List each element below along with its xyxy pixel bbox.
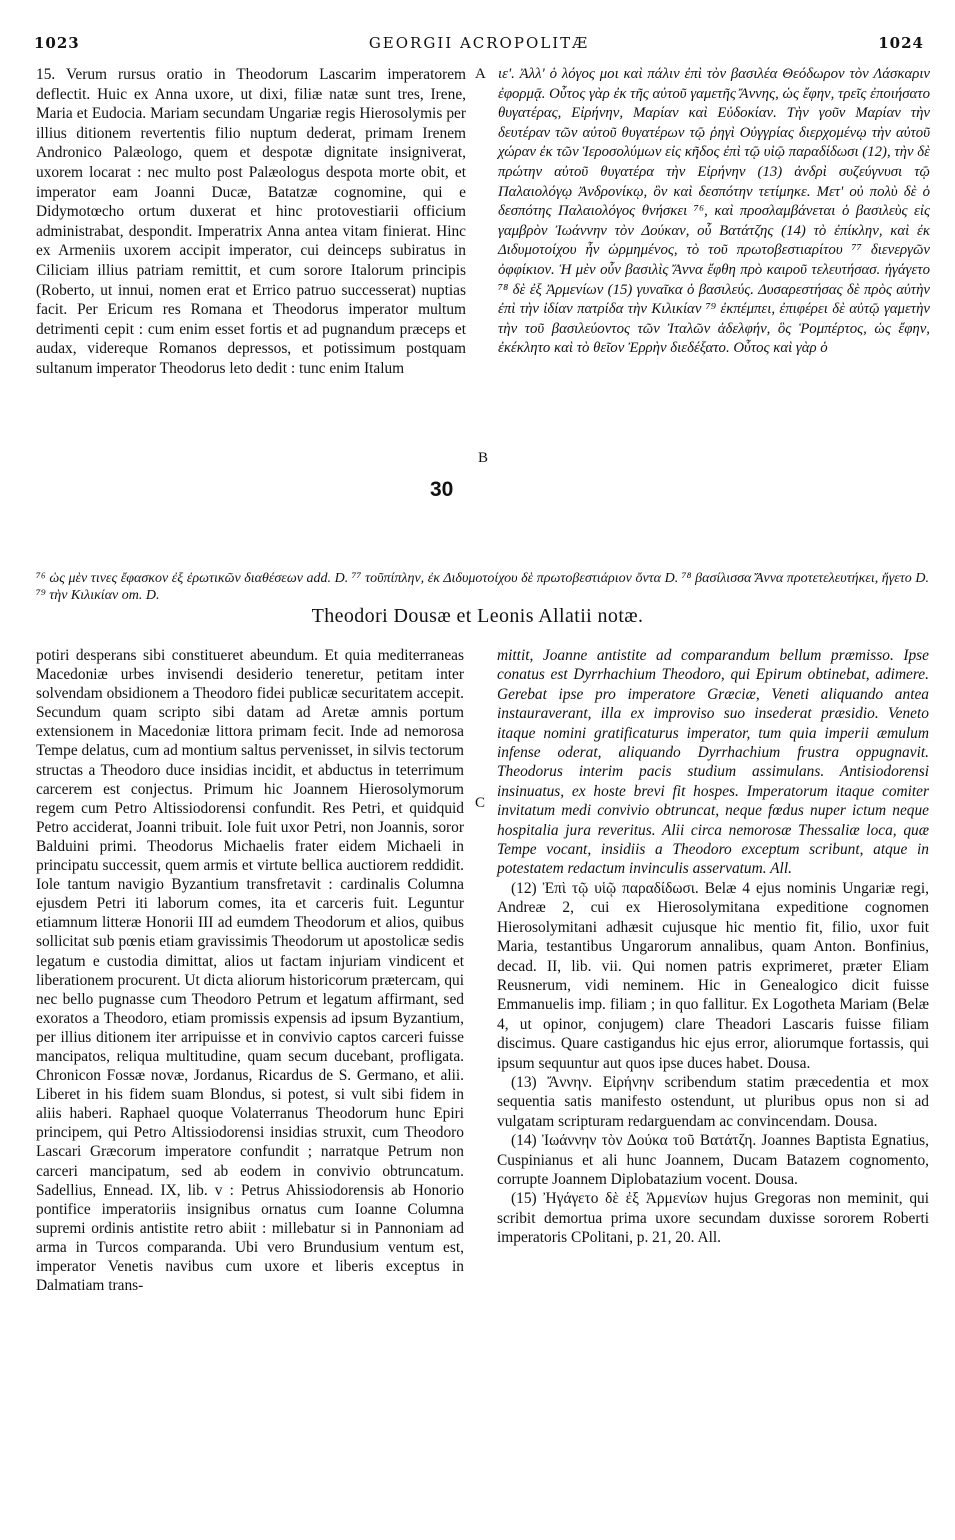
- right-page-number: 1024: [878, 34, 924, 52]
- note-15: (15) Ἠγάγετο δὲ ἐξ Ἀρμενίων hujus Gregoras non meminit, qui scribit demortua prima uxore secundam duxisse sororem Roberti imperatoris CPolitani, p. 21, 20. All.: [497, 1190, 929, 1247]
- notes-heading: Theodori Dousæ et Leonis Allatii notæ.: [311, 605, 644, 627]
- note-12: (12) Ἐπὶ τῷ υἱῷ παραδίδωσι. Belæ 4 ejus nominis Ungariæ regi, Andreæ 2, cui ex Hierosolymitana expeditione cognomen Hierosolymitani adhæsit cujusque hic mentio fit, filio, uxor fuit Maria, testantibus Ungarorum annalibus, quam Anton. Bonfinius, decad. II, lib. vii. Qui nomen patris exprimeret, præter Eliam Reusnerum, vidi neminem. Hic in Genealogico dicit fuisse Emmanuelis imp. filiam ; in quo fallitur. Ex Logotheta Mariam (Belæ 4, ut opinor, conjugem) clare Theadori Lascaris fuisse filiam discimus. Quare castigandus hic ejus error, aliorumque fortassis, qui ipsum sequuntur aut quos ipse duces habet. Dousa.: [497, 879, 929, 1072]
- running-title: GEORGII ACROPOLITÆ: [368, 34, 590, 52]
- greek-text-column: [498, 65, 930, 359]
- variant-notes-text: ⁷⁶ ὡς μὲν τινες ἔφασκον ἐξ ἐρωτικῶν διαθέσεων add. D. ⁷⁷ τοῦπίπλην, ἐκ Διδυμοτοίχου δὲ πρωτοβεστιάριον ὄντα D. ⁷⁸ βασίλισσα Ἄννα προτετελευτήκει, ἤγετο D. ⁷⁹ τὴν Κιλικίαν om. D.: [36, 571, 929, 603]
- margin-letter-c: C: [475, 795, 486, 811]
- notes-left-column: [36, 646, 464, 1295]
- page-header: [34, 34, 924, 60]
- notes-right-column: [497, 646, 929, 1248]
- notes-left-text: potiri desperans sibi constitueret abeundum. Et quia mediterraneas Macedoniæ urbes invisendi desiderio teneretur, petitam inter solvendam obsidionem a Theodoro fidei publicæ securitatem accepit. Secundum quam scripto sibi datam ad Aretæ amnis portum extensionem in Macedoniæ littora primam fecit. Inde ad nemorosa Tempe delatus, cum ad montium saltus pervenisset, in silvis tectorum structas a Theodoro duce insidias incidit, et abductus in teterrimum carcerem est conjectus. Primum hic Joannem Hierosolymorum regem cum Petro Altissiodorensi confundit. Res Petri, et quidquid Petro acciderat, Joanni tribuit. Iole fuit uxor Petri, non Joannis, soror Balduini primi. Theodorus Michaelis frater eidem Michaeli in principatu successit, quem armis et virtute bellica auctiorem reddidit. Iole tantum navigio Byzantium transfretavit : cardinalis Columna ejusdem Petri iti laborum comes, ita et carceris fuit. Leguntur etiamnum litteræ Honorii III ad eumdem Theodorum et alios, quibus sollicitat sub pœnis etiam gravissimis Theodorum ut apostolicæ sedis legatum e custodia dimittat, alios ut factam injuriam vindicent et liberationem procurent. Ut dicta aliorum historicorum prætercam, qui nec bello pugnasse cum Theodoro Petrum et legatum affirmant, sed exoratos a Theodoro, etiam promissis expensis ad ipsum Byzantium, per illius ditionem iter arripuisse et in convivio captos carceri fuisse mancipatos, reliqua multitudine, quam secum ducebant, profligata. Chronicon Fossæ novæ, Jordanus, Ricardus de S. Germano, et alii. Liberet in his fidem suam Blondus, si potest, si vult sibi fidem in aliis haberi. Raphael quoque Volaterranus Theodorum hunc Epiri principem, qui Petro Altissiodorensi insidias struxit, cum Theodoro Lascari Græcorum imperatore confundit ; narratque Petrum non carceri mancipatum, sed ab eodem in convivio obtruncatum. Sadellius, Ennead. IX, lib. v : Petrus Ahissiodorensis ab Honorio pontifice imperatoriis insignibus ornatus cum Ioanne Columna supremi ordinis antistite retro abiit : millebatur si in Pannoniam ad arma in Turcos comparanda. Ubi vero Brundusium ventum est, imperator Venetis navibus cum uxore et liberis exceptus in Dalmatiam trans-: [36, 647, 464, 1295]
- margin-letter-b: B: [478, 450, 489, 466]
- left-page-number: 1023: [34, 34, 80, 52]
- line-number: 30: [430, 478, 454, 501]
- greek-paragraph: ιε'. Ἀλλ' ὁ λόγος μοι καὶ πάλιν ἐπὶ τὸν βασιλέα Θεόδωρον τὸν Λάσκαριν ἐφορμᾷ. Οὗτος γὰρ ἐκ τῆς αὐτοῦ γαμετῆς Ἄννης, ὡς ἔφην, τρεῖς ἐποιήσατο θυγατέρας, Εἰρήνην, Μαρίαν καὶ Εὐδοκίαν. Τὴν γοῦν Μαρίαν τὴν δευτέραν τῶν αὐτοῦ θυγατέρων τῷ ῥηγὶ Οὐγγρίας διερχομένῳ τὴν αὐτοῦ χώραν ἐκ τῶν Ἱεροσολύμων εἰς κῆδος ἐπὶ τῷ υἱῷ παραδίδωσι (12), τὴν δὲ πρώτην αὐτοῦ θυγατέρα τὴν Εἰρήνην (13) ἀνδρὶ συζεύγνυσι τῷ Παλαιολόγῳ Ἀνδρονίκῳ, ὃν καὶ δεσπότην τετίμηκε. Μετ' οὐ πολὺ δὲ ὁ δεσπότης Παλαιολόγος θνήσκει ⁷⁶, καὶ προσλαμβάνεται ὁ βασιλεὺς εἰς γαμβρὸν Ἰωάννην τὸν Δούκαν, οὗ Βατάτζης (14) τὸ ἐπίκλην, καὶ ἐκ Διδυμοτοίχου ἦν ὡρμημένος, τὸ τοῦ πρωτοβεστιαρίτου ⁷⁷ διενεργῶν ὀφφίκιον. Ἡ μὲν οὖν βασιλὶς Ἄννα ἔφθη πρὸ καιροῦ τελευτήσασ. ἠγάγετο ⁷⁸ δὲ ἐξ Ἀρμενίων (15) γυναῖκα ὁ βασιλεύς. Δυσαρεστήσας δὲ πρὸς αὐτὴν ἐπὶ τὴν ἰδίαν πατρίδα τὴν Κιλικίαν ⁷⁹ ἐκπέμπει, ἐπιφέρει δὲ αὐτῷ γαμετὴν τὴν τοῦ βασιλεύοντος τῶν Ἰταλῶν ἀδελφήν, ὃς Ῥομπέρτος, ὡς ἔφην, ἐκέκλητο καὶ τὸ θεῖον Ἐρρὴν διεδέξατο. Οὗτος καὶ γὰρ ὁ: [498, 66, 930, 357]
- latin-text-column: [36, 65, 466, 379]
- margin-letter-a: A: [475, 66, 486, 82]
- note-14: (14) Ἰωάννην τὸν Δούκα τοῦ Βατάτζη. Joannes Baptista Egnatius, Cuspinianus et ali hunc Joannem, Ducam Batazem cognomento, corrupte Joannem Diplobatazium vocent. Dousa.: [497, 1132, 929, 1188]
- note-13: (13) Ἄννην. Εἰρήνην scribendum statim præcedentia et mox sequentia satis manifesto ostendunt, ut pluribus opus non si ad vulgatam scripturam redarguendam ac convincendam. Dousa.: [497, 1073, 929, 1130]
- notes-right-paragraph: mittit, Joanne antistite ad comparandum bellum præmisso. Ipse conatus est Dyrrhachium Theodoro, qui Epirum obtinebat, adimere. Gerebat ipse pro imperatore Græciæ, Veneti aliquando antea instauraverant, illa ex improviso suo insederat præsidio. Veneto itaque nomini gratificaturus imperator, tum quia imperii æmulum infense oderat, aliquando Dyrrhachium frustra oppugnavit. Theodorus interim pacis studium assimulans. Antisiodorensi insinuatus, ex hoste brevi fit hospes. Imperatorum itaque comiter invitatum medi convivio obtruncat, neque fœdus nuper ictum neque hospitalia jura reveritus. Alii circa nemorosæ Thessaliæ loca, quæ Tempe vocant, insidiis a Theodoro exceptum scribunt, atque in potestatem redactum invinculis asservatum. All.: [497, 647, 929, 878]
- latin-paragraph: 15. Verum rursus oratio in Theodorum Lascarim imperatorem deflectit. Huic ex Anna uxore, ut dixi, filiæ natæ sunt tres, Irene, Maria et Eudocia. Mariam secundam Ungariæ regis Hierosolymis per illius ditionem revertentis filio nuptum dederat, primam Irenem Andronico Palæologo, quem et despotæ dignitate insigniverat, uxorem locarat : nec multo post Palæologus despota morte obit, et imperator eam Joanni Ducæ, Batatzæ cognomine, qui e Didymotœcho ortum duxerat et hinc protovestiarii officium administrabat, despondit. Imperatrix Anna antea vitam finierat. Hinc ex Armeniis uxorem accipit imperator, cui deinceps subiratus in Ciliciam illius patriam remittit, et cum sorore Italorum principis (Roberto, ut innui, nomen erat et Errico patruo successerat) nuptias facit. Per Ericum res Romana et Theodorus imperator multum detrimenti cepit : cum enim esset fortis et ad pugnandum præceps et audax, videreque Romanos depressos, et potissimum postquam sultanum imperator Theodorus leto dedit : tunc enim Italum: [36, 66, 466, 377]
- variant-readings: [36, 570, 929, 604]
